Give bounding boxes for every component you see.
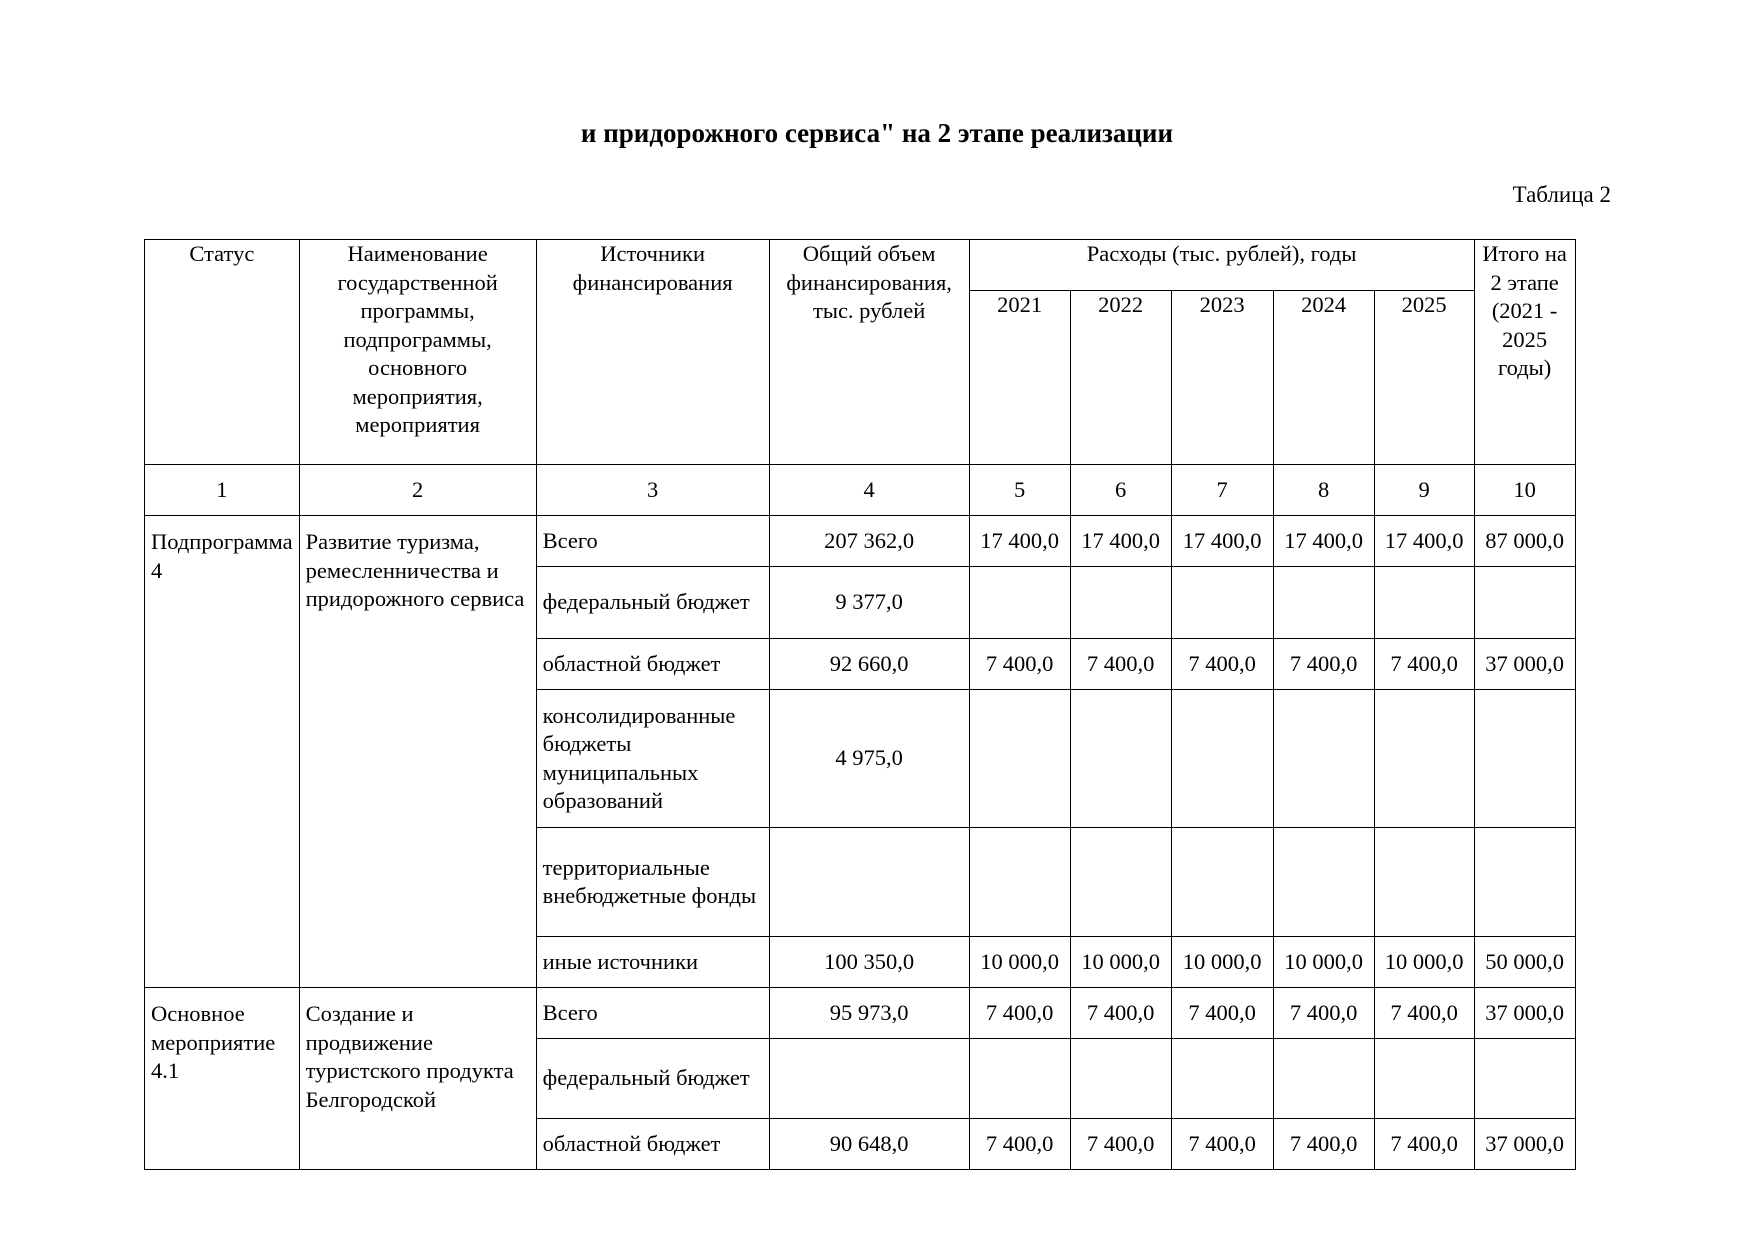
row-source: иные источники <box>536 937 769 988</box>
row-year-value <box>1374 828 1474 937</box>
header-year: 2023 <box>1171 291 1273 465</box>
header-stage-total: Итого на 2 этапе (2021 - 2025 годы) <box>1474 240 1575 465</box>
financing-table <box>144 239 1576 1170</box>
row-year-value <box>1273 690 1374 828</box>
row-source: федеральный бюджет <box>536 1039 769 1119</box>
row-year-value: 7 400,0 <box>1374 1119 1474 1170</box>
row-year-value: 7 400,0 <box>969 639 1070 690</box>
row-stage-total <box>1474 828 1575 937</box>
header-year: 2024 <box>1273 291 1374 465</box>
row-stage-total: 37 000,0 <box>1474 639 1575 690</box>
row-total: 95 973,0 <box>769 988 969 1039</box>
row-year-value: 7 400,0 <box>1070 1119 1171 1170</box>
row-stage-total: 37 000,0 <box>1474 1119 1575 1170</box>
row-total <box>769 1039 969 1119</box>
row-total: 207 362,0 <box>769 516 969 567</box>
row-name: Создание и продвижение туристского продукта Белгородской <box>299 988 536 1170</box>
row-year-value: 7 400,0 <box>1374 639 1474 690</box>
row-year-value <box>1171 828 1273 937</box>
row-stage-total: 37 000,0 <box>1474 988 1575 1039</box>
column-number: 7 <box>1171 465 1273 516</box>
row-source: территориальные внебюджетные фонды <box>536 828 769 937</box>
column-number: 3 <box>536 465 769 516</box>
row-year-value <box>1273 1039 1374 1119</box>
column-number: 4 <box>769 465 969 516</box>
row-year-value <box>969 567 1070 639</box>
row-stage-total <box>1474 690 1575 828</box>
row-stage-total: 50 000,0 <box>1474 937 1575 988</box>
row-stage-total <box>1474 1039 1575 1119</box>
row-year-value <box>969 690 1070 828</box>
row-year-value: 7 400,0 <box>1171 988 1273 1039</box>
row-year-value <box>969 1039 1070 1119</box>
row-year-value <box>1171 1039 1273 1119</box>
row-year-value: 10 000,0 <box>969 937 1070 988</box>
row-source: областной бюджет <box>536 639 769 690</box>
row-year-value <box>1273 567 1374 639</box>
header-status: Статус <box>145 240 300 465</box>
header-year: 2021 <box>969 291 1070 465</box>
row-name: Развитие туризма, ремесленничества и придорожного сервиса <box>299 516 536 988</box>
column-number: 10 <box>1474 465 1575 516</box>
row-year-value <box>1374 1039 1474 1119</box>
row-source: Всего <box>536 516 769 567</box>
row-year-value: 10 000,0 <box>1273 937 1374 988</box>
row-total: 9 377,0 <box>769 567 969 639</box>
header-sources: Источники финансирования <box>536 240 769 465</box>
column-number: 6 <box>1070 465 1171 516</box>
row-year-value <box>969 828 1070 937</box>
row-year-value: 17 400,0 <box>1273 516 1374 567</box>
row-year-value: 7 400,0 <box>969 1119 1070 1170</box>
row-total <box>769 828 969 937</box>
row-year-value <box>1171 567 1273 639</box>
row-source: федеральный бюджет <box>536 567 769 639</box>
row-year-value <box>1070 1039 1171 1119</box>
row-year-value: 7 400,0 <box>1070 639 1171 690</box>
row-year-value: 17 400,0 <box>1171 516 1273 567</box>
row-year-value: 10 000,0 <box>1171 937 1273 988</box>
table-row <box>145 988 1576 1039</box>
row-year-value: 7 400,0 <box>1273 1119 1374 1170</box>
row-year-value: 7 400,0 <box>1171 639 1273 690</box>
row-year-value: 7 400,0 <box>1273 639 1374 690</box>
row-year-value: 10 000,0 <box>1070 937 1171 988</box>
row-year-value <box>1070 690 1171 828</box>
header-year: 2022 <box>1070 291 1171 465</box>
row-source: областной бюджет <box>536 1119 769 1170</box>
row-status: Основное мероприятие 4.1 <box>145 988 300 1170</box>
row-year-value: 7 400,0 <box>1171 1119 1273 1170</box>
header-name: Наименование государственной программы, подпрограммы, основного мероприятия, мероприятия <box>299 240 536 465</box>
row-total: 100 350,0 <box>769 937 969 988</box>
row-year-value <box>1273 828 1374 937</box>
header-expenses: Расходы (тыс. рублей), годы <box>969 240 1474 291</box>
row-year-value <box>1070 567 1171 639</box>
table-row <box>145 516 1576 567</box>
row-stage-total: 87 000,0 <box>1474 516 1575 567</box>
document-title: и придорожного сервиса" на 2 этапе реализации <box>580 118 1174 148</box>
row-year-value: 7 400,0 <box>1070 988 1171 1039</box>
row-year-value <box>1374 690 1474 828</box>
row-year-value: 17 400,0 <box>1070 516 1171 567</box>
column-number: 1 <box>145 465 300 516</box>
row-year-value: 7 400,0 <box>969 988 1070 1039</box>
header-year: 2025 <box>1374 291 1474 465</box>
row-year-value: 10 000,0 <box>1374 937 1474 988</box>
row-year-value <box>1374 567 1474 639</box>
row-total: 90 648,0 <box>769 1119 969 1170</box>
row-year-value <box>1070 828 1171 937</box>
column-number: 9 <box>1374 465 1474 516</box>
row-source: консолидированные бюджеты муниципальных образований <box>536 690 769 828</box>
row-stage-total <box>1474 567 1575 639</box>
column-number: 5 <box>969 465 1070 516</box>
row-year-value: 17 400,0 <box>1374 516 1474 567</box>
row-year-value <box>1171 690 1273 828</box>
row-total: 92 660,0 <box>769 639 969 690</box>
row-year-value: 7 400,0 <box>1374 988 1474 1039</box>
header-total: Общий объем финансирования, тыс. рублей <box>769 240 969 465</box>
column-number: 2 <box>299 465 536 516</box>
row-source: Всего <box>536 988 769 1039</box>
column-number: 8 <box>1273 465 1374 516</box>
row-total: 4 975,0 <box>769 690 969 828</box>
row-status: Подпрограмма 4 <box>145 516 300 988</box>
row-year-value: 7 400,0 <box>1273 988 1374 1039</box>
row-year-value: 17 400,0 <box>969 516 1070 567</box>
table-label: Таблица 2 <box>1512 182 1611 207</box>
